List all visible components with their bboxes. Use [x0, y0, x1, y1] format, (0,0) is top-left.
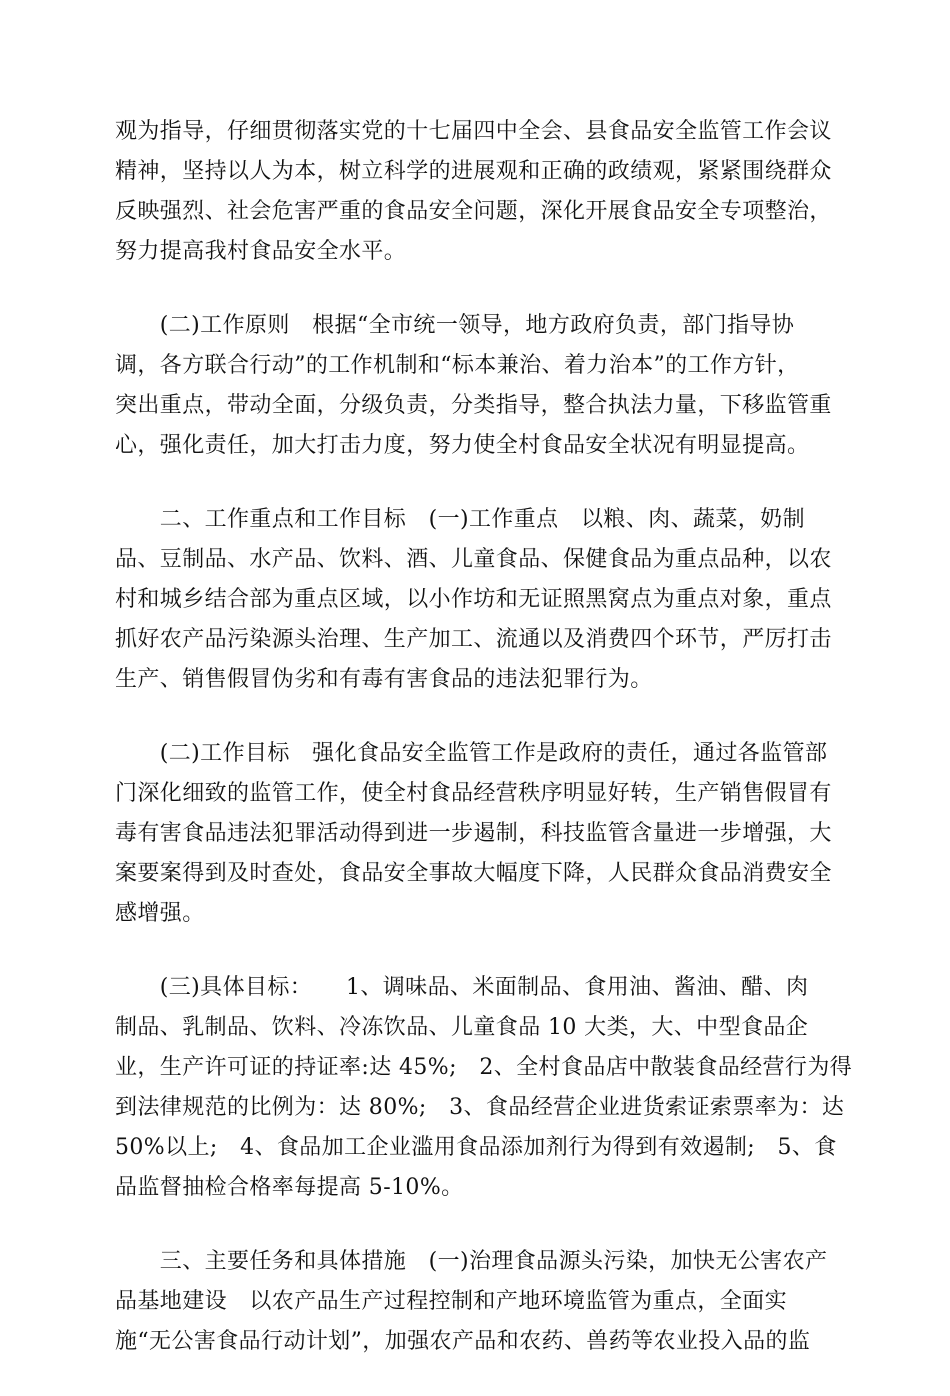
text-line: 品、豆制品、水产品、饮料、酒、儿童食品、保健食品为重点品种，以农	[115, 547, 832, 572]
text-line: 品监督抽检合格率每提高 5-10%。	[115, 1175, 464, 1200]
text-line: (二)工作原则 根据“全市统一领导，地方政府负责，部门指导协	[115, 313, 795, 338]
text-line: 品基地建设 以农产品生产过程控制和产地环境监管为重点，全面实	[115, 1289, 788, 1314]
paragraph-work-principles	[115, 306, 835, 466]
text-line: 案要案得到及时查处，食品安全事故大幅度下降，人民群众食品消费安全	[115, 861, 832, 886]
text-line: 二、工作重点和工作目标 (一)工作重点 以粮、肉、蔬菜，奶制	[115, 507, 805, 532]
text-line: 感增强。	[115, 901, 205, 926]
paragraph-guiding-ideology	[115, 112, 835, 272]
text-line: 观为指导，仔细贯彻落实党的十七届四中全会、县食品安全监管工作会议	[115, 119, 832, 144]
text-line: 门深化细致的监管工作，使全村食品经营秩序明显好转，生产销售假冒有	[115, 781, 832, 806]
text-line: 心，强化责任，加大打击力度，努力使全村食品安全状况有明显提高。	[115, 433, 810, 458]
text-line: 突出重点，带动全面，分级负责，分类指导，整合执法力量，下移监管重	[115, 393, 832, 418]
text-line: 努力提高我村食品安全水平。	[115, 239, 407, 264]
text-line: 毒有害食品违法犯罪活动得到进一步遏制，科技监管含量进一步增强，大	[115, 821, 832, 846]
paragraph-specific-targets	[115, 968, 853, 1208]
paragraph-work-focus	[115, 500, 835, 700]
paragraph-work-goals	[115, 734, 835, 934]
text-line: 业，生产许可证的持证率:达 45%; 2、全村食品店中散装食品经营行为得	[115, 1055, 853, 1080]
text-line: 施“无公害食品行动计划”，加强农产品和农药、兽药等农业投入品的监	[115, 1329, 811, 1354]
paragraph-main-tasks	[115, 1242, 835, 1362]
text-line: 抓好农产品污染源头治理、生产加工、流通以及消费四个环节，严厉打击	[115, 627, 832, 652]
text-line: 精神，坚持以人为本，树立科学的进展观和正确的政绩观，紧紧围绕群众	[115, 159, 832, 184]
text-line: 反映强烈、社会危害严重的食品安全问题，深化开展食品安全专项整治，	[115, 199, 832, 224]
text-line: 村和城乡结合部为重点区域，以小作坊和无证照黑窝点为重点对象，重点	[115, 587, 832, 612]
text-line: 三、主要任务和具体措施 (一)治理食品源头污染，加快无公害农产	[115, 1249, 828, 1274]
text-line: 50%以上; 4、食品加工企业滥用食品添加剂行为得到有效遏制; 5、食	[115, 1135, 837, 1160]
text-line: 到法律规范的比例为：达 80%; 3、食品经营企业进货索证索票率为：达	[115, 1095, 845, 1120]
text-line: (二)工作目标 强化食品安全监管工作是政府的责任，通过各监管部	[115, 741, 828, 766]
document-page	[115, 112, 853, 1396]
text-line: (三)具体目标： 1、调味品、米面制品、食用油、酱油、醋、肉	[115, 975, 809, 1000]
text-line: 制品、乳制品、饮料、冷冻饮品、儿童食品 10 大类，大、中型食品企	[115, 1015, 809, 1040]
text-line: 生产、销售假冒伪劣和有毒有害食品的违法犯罪行为。	[115, 667, 653, 692]
text-line: 调，各方联合行动”的工作机制和“标本兼治、着力治本”的工作方针，	[115, 353, 800, 378]
